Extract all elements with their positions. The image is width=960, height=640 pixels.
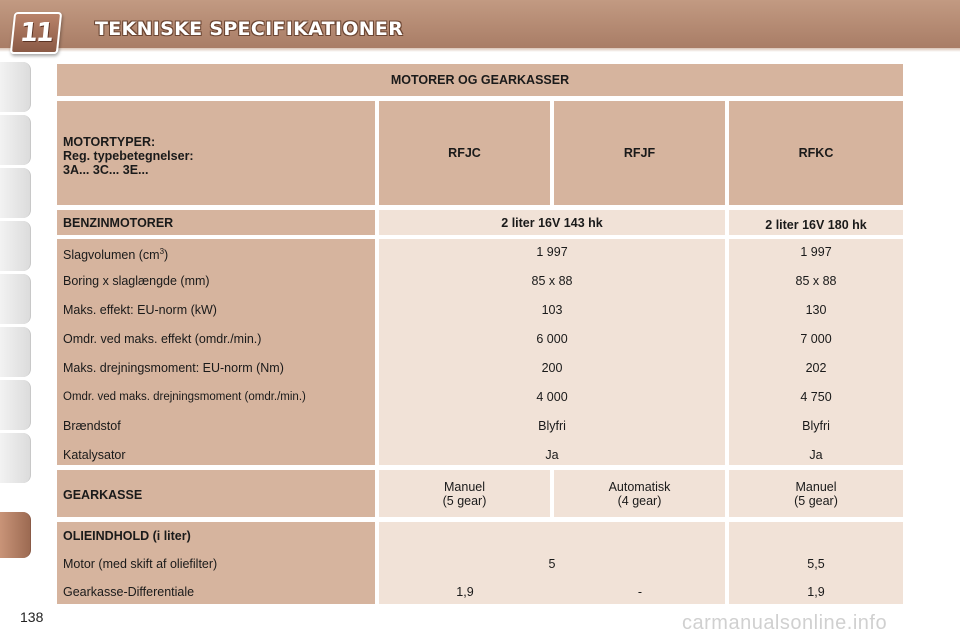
spec-label-displacement: Slagvolumen $(cm^3)$ [63,247,169,263]
oil-section-label: OLIEINDHOLD (i liter) [63,529,191,543]
spec-value: 202 [805,361,827,375]
spec-value: 4 000 [536,390,568,404]
chapter-tab-6[interactable] [0,327,31,377]
spec-label: Maks. effekt: EU-norm (kW) [63,303,217,317]
motor-types-label [57,101,375,205]
oil-label-engine: Motor (med skift af oliefilter) [63,557,218,571]
engine-code-rfjf: RFJF [554,101,725,205]
oil-label-gearbox: Gearkasse-Differentiale [63,585,195,599]
gearbox-rfjf [554,470,725,517]
spec-label: Maks. drejningsmoment: EU-norm (Nm) [63,361,284,375]
chapter-tab-3[interactable] [0,168,31,218]
chapter-badge[interactable] [10,12,62,54]
chapter-tab-2[interactable] [0,115,31,165]
engine-code-rfkc: RFKC [729,101,903,205]
chapter-tab-11-active[interactable] [0,512,31,558]
chapter-number: 11 [18,18,54,48]
spec-value: 103 [541,303,563,317]
page-number: 138 [20,609,44,625]
oil-value: 1,9 [807,585,825,599]
chapter-tab-8[interactable] [0,433,31,483]
oil-value: - [637,585,643,599]
petrol-section-label: BENZINMOTORER [57,210,375,235]
spec-value: Ja [809,448,823,462]
spec-value: Blyfri [802,419,830,433]
motor-types-line: 3A... 3C... 3E... [63,163,149,177]
watermark: carmanualsonline.info [682,612,888,634]
spec-value: 1 997 [536,245,568,259]
spec-value: Ja [545,448,559,462]
chapter-tab-1[interactable] [0,62,31,112]
engine-name-180: 2 liter 16V 180 hk [729,210,903,235]
gearbox-gears: (4 gear) [617,493,662,508]
gearbox-type: Manuel [795,479,837,494]
banner-shadow [0,48,960,52]
table-title: MOTORER OG GEARKASSER [57,64,903,96]
gearbox-label: GEARKASSE [57,470,375,517]
spec-value: 200 [541,361,563,375]
chapter-tab-7[interactable] [0,380,31,430]
spec-value: 1 997 [800,245,832,259]
page-title: TEKNISKE SPECIFIKATIONER [95,18,404,40]
spec-value: 130 [805,303,827,317]
oil-value: 5,5 [807,557,825,571]
spec-label: Omdr. ved maks. drejningsmoment (omdr./min.) [63,391,306,403]
gearbox-rfjc [379,470,550,517]
spec-value: Blyfri [538,419,566,433]
gearbox-type: Automatisk [608,479,671,494]
spec-label: Omdr. ved maks. effekt (omdr./min.) [63,332,262,346]
spec-value: 85 x 88 [795,274,837,288]
motor-types-line: MOTORTYPER: [63,135,156,149]
spec-value: 7 000 [800,332,832,346]
gearbox-gears: (5 gear) [794,493,838,508]
spec-label: Brændstof [63,419,121,433]
oil-value: 5 [548,557,556,571]
spec-label: Boring x slaglængde (mm) [63,274,210,288]
oil-value: 1,9 [456,585,474,599]
spec-label: Katalysator [63,448,126,462]
spec-value: 4 750 [800,390,832,404]
gearbox-gears: (5 gear) [442,493,487,508]
spec-value: 85 x 88 [531,274,573,288]
motor-types-line: Reg. typebetegnelser: [63,149,194,163]
engine-name-143: 2 liter 16V 143 hk [379,210,725,235]
spec-value: 6 000 [536,332,568,346]
chapter-tab-5[interactable] [0,274,31,324]
gearbox-rfkc [729,470,903,517]
chapter-tab-4[interactable] [0,221,31,271]
gearbox-type: Manuel [444,479,485,494]
engine-code-rfjc: RFJC [379,101,550,205]
